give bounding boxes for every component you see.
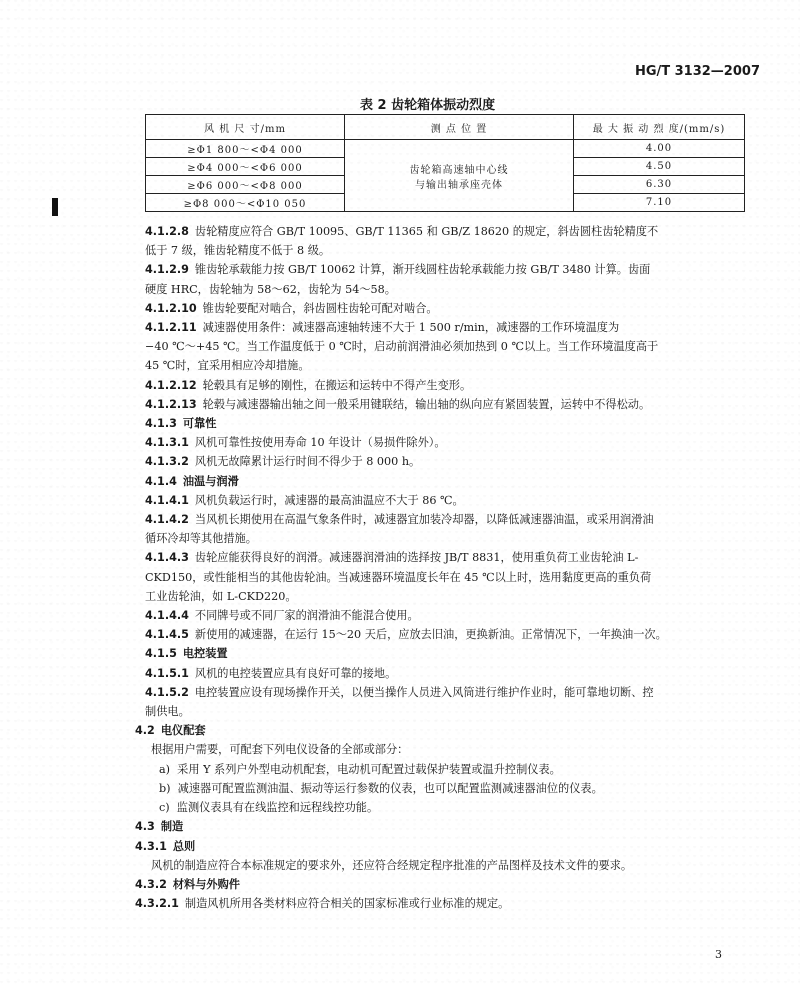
vibration-value-cell: 4.50: [574, 158, 745, 176]
table-title: 表 2 齿轮箱体振动烈度: [360, 98, 496, 113]
vibration-value-cell: 4.00: [574, 140, 745, 158]
vibration-value-cell: 7.10: [574, 194, 745, 212]
clause-4-1-4-4: 4.1.4.4 不同牌号或不同厂家的润滑油不能混合使用。: [145, 609, 419, 623]
header-fan-size: 风 机 尺 寸/mm: [146, 115, 345, 140]
list-item: [145, 798, 750, 817]
clause-text-continuation: 45 ℃时，宜采用相应冷却措施。: [145, 359, 310, 373]
list-item: [145, 779, 750, 798]
vibration-table: [145, 114, 745, 212]
clause-4-1-3-2: 4.1.3.2 风机无故障累计运行时间不得少于 8 000 h。: [145, 455, 421, 469]
clause-text-continuation: 循环冷却等其他措施。: [145, 532, 257, 546]
margin-mark: [52, 198, 58, 216]
clause-text-continuation: CKD150，或性能相当的其他齿轮油。当减速器环境温度长年在 45 ℃以上时，选用黏度更高的重负荷: [145, 570, 652, 584]
clause-4-1-4-3: 4.1.4.3 齿轮应能获得良好的润滑。减速器润滑油的选择按 JB/T 8831，使用重负荷工业齿轮油 L-: [145, 551, 639, 565]
clause-4-3-2-1: 4.3.2.1 制造风机所用各类材料应符合相关的国家标准或行业标准的规定。: [135, 897, 510, 911]
clause-4-1-4-5: 4.1.4.5 新使用的减速器，在运行 15～20 天后，应放去旧油，更换新油。正常情况下，一年换油一次。: [145, 628, 667, 642]
clause-4-1-5-1: 4.1.5.1 风机的电控装置应具有良好可靠的接地。: [145, 666, 397, 680]
table-row: [146, 140, 745, 158]
clause-4-1-4-1: 4.1.4.1 风机负载运行时，减速器的最高油温应不大于 86 ℃。: [145, 493, 464, 507]
heading-4-1-4: 4.1.4 油温与润滑: [145, 474, 239, 488]
page-number: 3: [715, 948, 722, 961]
section-4-3-1-text: 风机的制造应符合本标准规定的要求外，还应符合经规定程序批准的产品图样及技术文件的要求。: [151, 858, 633, 872]
list-marker: c): [159, 801, 170, 815]
clause-4-1-5-2: 4.1.5.2 电控装置应设有现场操作开关，以便当操作人员进入风筒进行维护作业时，能可靠地切断、控: [145, 685, 654, 699]
list-text: 监测仪表具有在线监控和远程线控功能。: [176, 801, 379, 815]
fan-size-cell: ≥Φ1 800～<Φ4 000: [146, 140, 345, 158]
list-item: [145, 760, 750, 779]
heading-4-3: 4.3 制造: [135, 820, 184, 834]
heading-4-1-3: 4.1.3 可靠性: [145, 417, 217, 431]
clause-text-continuation: 工业齿轮油，如 L-CKD220。: [145, 589, 297, 603]
table-header-row: [146, 115, 745, 140]
header-max-vibration: 最 大 振 动 烈 度/(mm/s): [574, 115, 745, 140]
heading-4-3-2: 4.3.2 材料与外购件: [135, 877, 240, 891]
clause-4-1-3-1: 4.1.3.1 风机可靠性按使用寿命 10 年设计（易损件除外）。: [145, 436, 446, 450]
clause-text-continuation: −40 ℃～+45 ℃。当工作温度低于 0 ℃时，启动前润滑油必须加热到 0 ℃以上。当工作环境温度高于: [145, 340, 659, 354]
list-text: 减速器可配置监测油温、振动等运行参数的仪表，也可以配置监测减速器油位的仪表。: [177, 781, 603, 795]
fan-size-cell: ≥Φ6 000～<Φ8 000: [146, 176, 345, 194]
measure-point-line-2: 与输出轴承座壳体: [415, 179, 503, 191]
document-body: [135, 222, 750, 913]
measure-point-cell: [345, 140, 574, 212]
clause-4-1-2-9: 4.1.2.9 锥齿轮承载能力按 GB/T 10062 计算，渐开线圆柱齿轮承载能力按 GB/T 3480 计算。齿面: [145, 263, 651, 277]
heading-4-3-1: 4.3.1 总则: [135, 839, 196, 853]
clause-4-1-2-13: 4.1.2.13 轮毂与减速器输出轴之间一般采用键联结，输出轴的纵向应有紧固装置，运转中不得松动。: [145, 397, 651, 411]
clause-4-1-2-10: 4.1.2.10 锥齿轮要配对啮合，斜齿圆柱齿轮可配对啮合。: [145, 301, 438, 315]
clause-text-continuation: 制供电。: [145, 705, 190, 719]
vibration-value-cell: 6.30: [574, 176, 745, 194]
header-measure-point: 测 点 位 置: [345, 115, 574, 140]
heading-4-2: 4.2 电仪配套: [135, 724, 206, 738]
standard-number: HG/T 3132—2007: [634, 64, 760, 79]
clause-text-continuation: 硬度 HRC，齿轮轴为 58～62，齿轮为 54～58。: [145, 282, 396, 296]
heading-4-1-5: 4.1.5 电控装置: [145, 647, 228, 661]
section-4-2-intro: 根据用户需要，可配套下列电仪设备的全部或部分：: [151, 743, 409, 757]
fan-size-cell: ≥Φ4 000～<Φ6 000: [146, 158, 345, 176]
list-marker: b): [159, 781, 171, 795]
clause-text-continuation: 低于 7 级，锥齿轮精度不低于 8 级。: [145, 244, 331, 258]
clause-4-1-2-11: 4.1.2.11 减速器使用条件：减速器高速轴转速不大于 1 500 r/min，减速器的工作环境温度为: [145, 321, 620, 335]
list-text: 采用 Y 系列户外型电动机配套，电动机可配置过载保护装置或温升控制仪表。: [177, 762, 561, 776]
measure-point-line-1: 齿轮箱高速轴中心线: [409, 164, 509, 176]
fan-size-cell: ≥Φ8 000～<Φ10 050: [146, 194, 345, 212]
list-marker: a): [159, 762, 171, 776]
clause-4-1-2-8: 4.1.2.8 齿轮精度应符合 GB/T 10095、GB/T 11365 和 GB/Z 18620 的规定，斜齿圆柱齿轮精度不: [145, 225, 659, 238]
clause-4-1-4-2: 4.1.4.2 当风机长期使用在高温气象条件时，减速器宜加装冷却器，以降低减速器油温，或采用润滑油: [145, 513, 654, 527]
clause-4-1-2-12: 4.1.2.12 轮毂具有足够的刚性，在搬运和运转中不得产生变形。: [145, 378, 472, 392]
